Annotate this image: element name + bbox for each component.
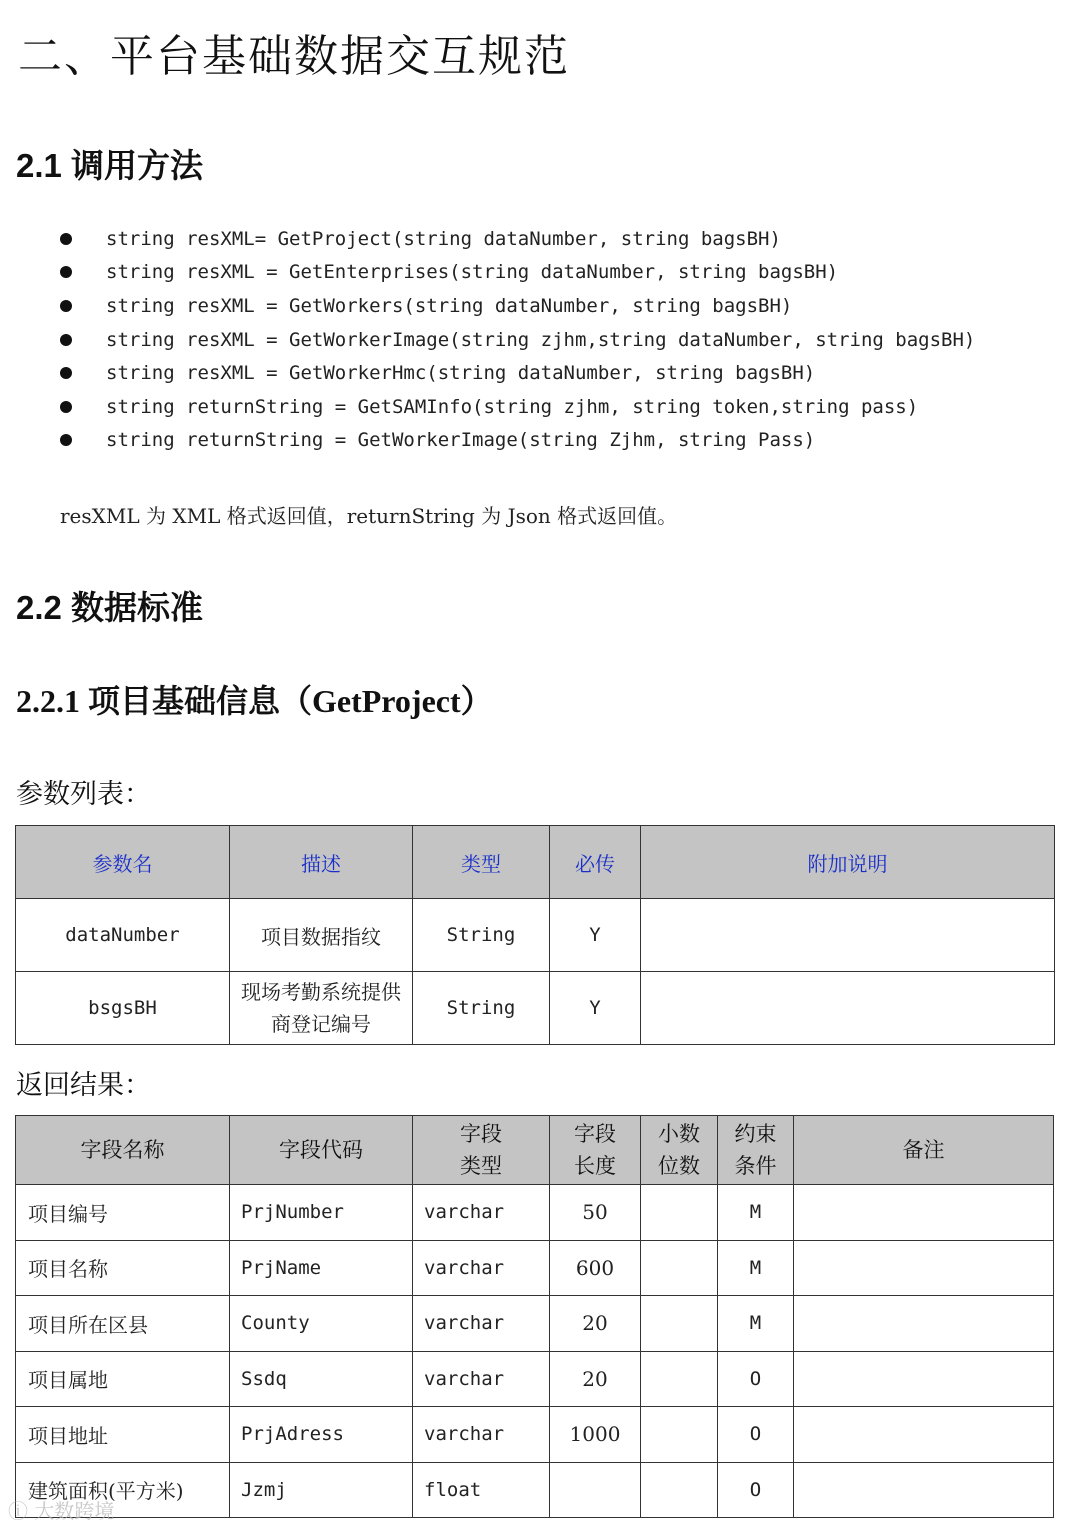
table-cell: O [718,1351,794,1407]
list-item [60,256,975,290]
table-cell: M [718,1185,794,1241]
list-item [60,222,975,256]
method-signature: string resXML= GetProject(string dataNumber, string bagsBH) [106,227,781,250]
section-heading-2-2: 2.2 数据标准 [16,589,204,626]
table-cell: varchar [413,1240,550,1296]
table-cell: PrjName [230,1240,413,1296]
table-cell: 600 [550,1240,641,1296]
bullet-icon [60,266,72,278]
header-cell [230,1116,413,1185]
header-text: 字段 [574,1122,616,1146]
table-cell: O [718,1407,794,1463]
table-cell: 1000 [550,1407,641,1463]
header-text: 字段代码 [279,1138,363,1162]
table-row [16,1351,1054,1407]
header-text: 类型 [460,1154,502,1178]
table-cell: Y [550,972,641,1045]
table-row [16,1185,1054,1241]
result-table-body [16,1185,1054,1518]
list-item [60,356,975,390]
table-row [16,1240,1054,1296]
method-list [60,222,975,457]
section-heading-2-2-1: 2.2.1 项目基础信息（GetProject） [16,683,493,719]
table-cell: dataNumber [16,899,230,972]
list-item [60,390,975,424]
table-cell [641,1240,718,1296]
header-text: 小数 [658,1122,700,1146]
table-cell: varchar [413,1185,550,1241]
table-cell: PrjNumber [230,1185,413,1241]
method-signature: string resXML = GetWorkerImage(string zjhm,string dataNumber, string bagsBH) [106,328,976,351]
method-signature: string returnString = GetSAMInfo(string zjhm, string token,string pass) [106,395,919,418]
params-label: 参数列表： [16,779,151,810]
header-text: 字段名称 [80,1138,165,1162]
bullet-icon [60,300,72,312]
method-signature: string resXML = GetWorkerHmc(string dataNumber, string bagsBH) [106,362,816,385]
header-cell: 描述 [230,826,413,899]
table-cell: O [718,1462,794,1518]
method-signature: string returnString = GetWorkerImage(string Zjhm, string Pass) [106,429,816,452]
table-cell [794,1351,1054,1407]
bullet-icon [60,434,72,446]
table-cell: 20 [550,1351,641,1407]
method-signature: string resXML = GetWorkers(string dataNumber, string bagsBH) [106,294,793,317]
watermark-text: 大数跨境 [34,1499,115,1523]
header-cell: 必传 [550,826,641,899]
table-cell [641,1407,718,1463]
bullet-icon [60,334,72,346]
table-cell: varchar [413,1351,550,1407]
table-cell [641,1351,718,1407]
header-cell: 附加说明 [641,826,1055,899]
header-text: 备注 [902,1138,945,1162]
header-text: 长度 [574,1154,616,1178]
table-cell: 50 [550,1185,641,1241]
page-heading: 二、平台基础数据交互规范 [18,31,570,82]
table-cell: 建筑面积(平方米) [16,1462,230,1518]
table-cell: String [413,972,550,1045]
table-cell [641,899,1055,972]
table-cell: varchar [413,1296,550,1352]
table-cell [794,1462,1054,1518]
table-cell [794,1240,1054,1296]
params-table [15,825,1055,1045]
table-cell: M [718,1296,794,1352]
table-cell: String [413,899,550,972]
table-cell [641,1185,718,1241]
table-cell: 项目属地 [16,1351,230,1407]
table-header-row [16,826,1055,899]
header-cell: 参数名 [16,826,230,899]
table-header-row [16,1116,1054,1185]
table-cell: County [230,1296,413,1352]
header-cell [550,1116,641,1185]
table-cell: 项目数据指纹 [230,899,413,972]
table-cell [794,1185,1054,1241]
table-cell: bsgsBH [16,972,230,1045]
table-row [16,1296,1054,1352]
table-cell: 项目名称 [16,1240,230,1296]
table-cell: 项目编号 [16,1185,230,1241]
method-signature: string resXML = GetEnterprises(string dataNumber, string bagsBH) [106,261,839,284]
list-item [60,323,975,357]
table-cell: PrjAdress [230,1407,413,1463]
table-cell: Y [550,899,641,972]
table-cell [641,972,1055,1045]
table-cell: float [413,1462,550,1518]
header-cell: 类型 [413,826,550,899]
table-row [16,1407,1054,1463]
list-item [60,424,975,458]
return-label: 返回结果： [16,1070,151,1101]
table-cell: Jzmj [230,1462,413,1518]
header-cell [718,1116,794,1185]
header-cell [16,1116,230,1185]
table-cell: 现场考勤系统提供商登记编号 [230,972,413,1045]
bullet-icon [60,367,72,379]
result-table [15,1115,1054,1518]
table-row [16,1462,1054,1518]
table-cell: Ssdq [230,1351,413,1407]
table-cell [641,1462,718,1518]
header-cell [794,1116,1054,1185]
header-text: 位数 [658,1154,700,1178]
table-row [16,899,1055,972]
header-cell [413,1116,550,1185]
watermark-logo: ⓘ 大数跨境 [8,1499,115,1523]
header-cell [641,1116,718,1185]
table-cell [641,1296,718,1352]
bullet-icon [60,401,72,413]
section-heading-2-1: 2.1 调用方法 [16,147,204,184]
table-cell: 项目所在区县 [16,1296,230,1352]
header-text: 条件 [734,1154,777,1178]
table-cell: varchar [413,1407,550,1463]
table-row [16,972,1055,1045]
table-cell: 20 [550,1296,641,1352]
header-text: 字段 [460,1122,502,1146]
header-text: 约束 [734,1122,777,1146]
table-cell: 项目地址 [16,1407,230,1463]
table-cell: M [718,1240,794,1296]
bullet-icon [60,233,72,245]
table-cell [550,1462,641,1518]
list-item [60,289,975,323]
table-cell [794,1407,1054,1463]
table-cell [794,1296,1054,1352]
return-format-note: resXML 为 XML 格式返回值，returnString 为 Json 格式返回值。 [60,504,678,528]
